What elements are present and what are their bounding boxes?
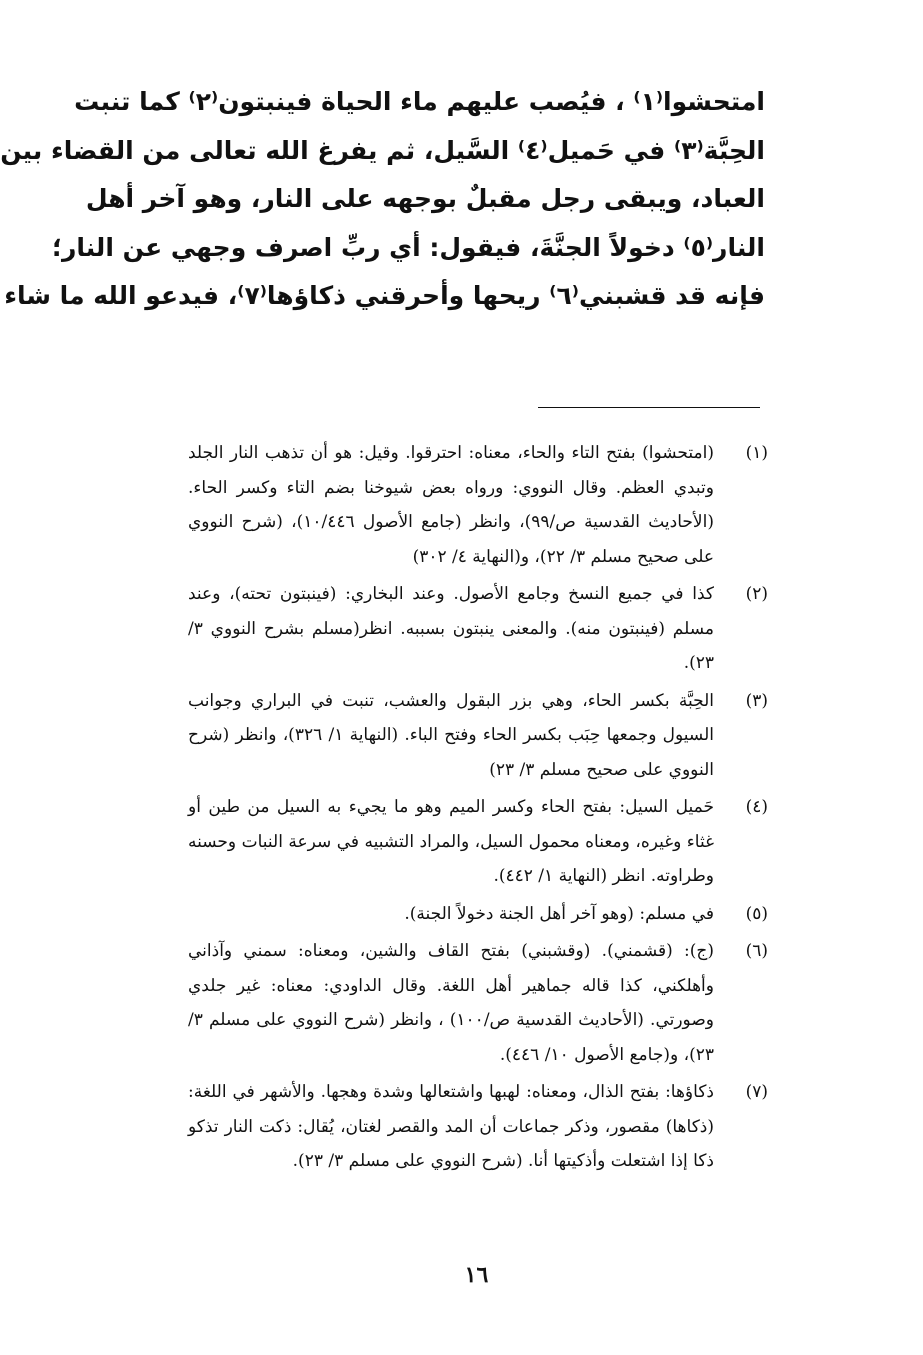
- page-number: ١٦: [464, 1262, 489, 1288]
- footnote-item: [188, 897, 768, 932]
- footnote-text: في مسلم: (وهو آخر أهل الجنة دخولاً الجنة).: [404, 903, 714, 924]
- footnotes-list: [188, 436, 768, 1182]
- footnote-number: (٥): [745, 903, 768, 924]
- footnote-number: (٧): [745, 1082, 768, 1102]
- footnote-text: كذا في جميع النسخ وجامع الأصول. وعند البخاري: (فينبتون تحته)، وعند مسلم (فينبتون منه). والمعنى ينبتون بسببه. انظر(مسلم بشرح النووي ٣/ ٢٣).: [188, 584, 714, 673]
- footnote-text: (ج): (قشمني). (وقشبني) بفتح القاف والشين، ومعناه: سمني وآذاني وأهلكني، كذا قاله جماهير أهل اللغة. وقال الداودي: معناه: غير جلدي وصورتي. (الأحاديث القدسية ص/١٠٠) ، وانظر (شرح النووي على مسلم ٣/ ٢٣)، و(جامع الأصول ١٠/ ٤٤٦).: [188, 941, 714, 1065]
- footnote-number: (١): [745, 443, 768, 463]
- footnote-text: حَميل السيل: بفتح الحاء وكسر الميم وهو ما يجيء به السيل من طين أو غثاء وغيره، ومعناه محمول السيل، والمراد التشبيه في سرعة النبات وحسنه وطراوته. انظر (النهاية ١/ ٤٤٢).: [188, 797, 715, 886]
- body-line: العباد، ويبقى رجل مقبلٌ بوجهه على النار، وهو آخر أهل: [85, 184, 765, 214]
- footnote-item: [188, 577, 768, 681]
- footnote-number: (٦): [745, 941, 768, 961]
- footnote-item: [188, 934, 768, 1072]
- footnote-text: الحِبَّة بكسر الحاء، وهي بزر البقول والعشب، تنبت في البراري وجوانب السيول وجمعها حِبَب بكسر الحاء وفتح الباء. (النهاية ١/ ٣٢٦)، وانظر (شرح النووي على صحيح مسلم ٣/ ٢٣): [188, 690, 714, 780]
- body-line: الحِبَّة⁽٣⁾ في حَميل⁽٤⁾ السَّيل، ثم يفرغ الله تعالى من القضاء بين: [0, 135, 765, 165]
- body-line: النار⁽٥⁾ دخولاً الجنَّةَ، فيقول: أي ربِّ اصرف وجهي عن النار؛: [51, 232, 765, 262]
- footnote-text: ذكاؤها: بفتح الذال، ومعناه: لهبها واشتعالها وشدة وهجها. والأشهر في اللغة: (ذكاها) مقصور، وذكر جماعات أن المد والقصر لغتان، يُقال: ذكت النار تذكو ذكا إذا اشتعلت وأذكيتها أنا. (شرح النووي على مسلم ٣/ ٢٣).: [188, 1082, 714, 1171]
- body-line: فإنه قد قشبني⁽٦⁾ ريحها وأحرقني ذكاؤها⁽٧⁾، فيدعو الله ما شاء: [4, 281, 765, 311]
- footnote-item: [188, 1075, 768, 1179]
- footnote-item: [188, 436, 768, 574]
- footnote-number: (٤): [745, 797, 768, 817]
- footnote-item: [188, 684, 768, 788]
- footnote-separator: [538, 407, 760, 408]
- footnote-text: (امتحشوا) بفتح التاء والحاء، معناه: احترقوا. وقيل: هو أن تذهب النار الجلد وتبدي العظم. وقال النووي: ورواه بعض شيوخنا بضم التاء وكسر الحاء. (الأحاديث القدسية ص/٩٩)، وانظر (جامع الأصول ١٠/٤٤٦)، (شرح النووي على صحيح مسلم ٣/ ٢٢)، و(النهاية ٤/ ٣٠٢): [188, 443, 714, 567]
- footnote-item: [188, 790, 768, 894]
- main-body-text: [0, 78, 765, 321]
- footnote-number: (٢): [745, 584, 768, 604]
- body-line: امتحشوا⁽١⁾ ، فيُصب عليهم ماء الحياة فينبتون⁽٢⁾ كما تنبت: [74, 87, 765, 116]
- footnote-number: (٣): [745, 690, 768, 711]
